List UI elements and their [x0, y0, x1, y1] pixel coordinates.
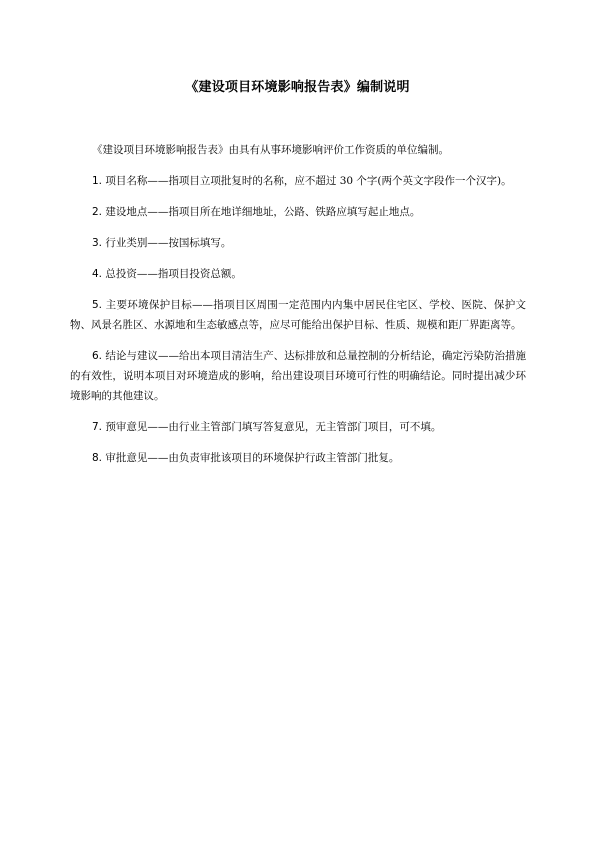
item-text: 总投资——指项目投资总额。 [105, 268, 242, 280]
item-number: 4. [92, 268, 103, 280]
item-text: 项目名称——指项目立项批复时的名称，应不超过 30 个字(两个英文字段作一个汉字)。 [105, 175, 512, 187]
document-body [70, 140, 526, 479]
item-number: 3. [92, 237, 103, 249]
item-text: 预审意见——由行业主管部门填写答复意见，无主管部门项目，可不填。 [105, 421, 442, 433]
document-title: 《建设项目环境影响报告表》编制说明 [185, 80, 410, 95]
list-item [70, 346, 526, 406]
list-item [70, 233, 526, 253]
list-item [70, 448, 526, 468]
list-item [70, 295, 526, 335]
item-number: 7. [92, 421, 103, 433]
item-text: 主要环境保护目标——指项目区周围一定范围内内集中居民住宅区、学校、医院、保护文物、风景名胜区、水源地和生态敏感点等，应尽可能给出保护目标、性质、规模和距厂界距离等。 [70, 299, 527, 331]
item-number: 5. [92, 299, 103, 311]
list-item [70, 171, 526, 191]
item-number: 6. [92, 350, 103, 362]
item-number: 8. [92, 452, 103, 464]
item-text: 结论与建议——给出本项目清洁生产、达标排放和总量控制的分析结论，确定污染防治措施的有效性，说明本项目对环境造成的影响，给出建设项目环境可行性的明确结论。同时提出减少环境影响的其他建议。 [70, 350, 526, 402]
list-item [70, 202, 526, 222]
intro-paragraph: 《建设项目环境影响报告表》由具有从事环境影响评价工作资质的单位编制。 [92, 144, 449, 156]
list-item [70, 417, 526, 437]
item-number: 1. [92, 175, 103, 187]
list-item [70, 264, 526, 284]
item-number: 2. [92, 206, 103, 218]
item-text: 审批意见——由负责审批该项目的环境保护行政主管部门批复。 [105, 452, 400, 464]
item-text: 行业类别——按国标填写。 [105, 237, 232, 249]
item-text: 建设地点——指项目所在地详细地址，公路、铁路应填写起止地点。 [105, 206, 421, 218]
